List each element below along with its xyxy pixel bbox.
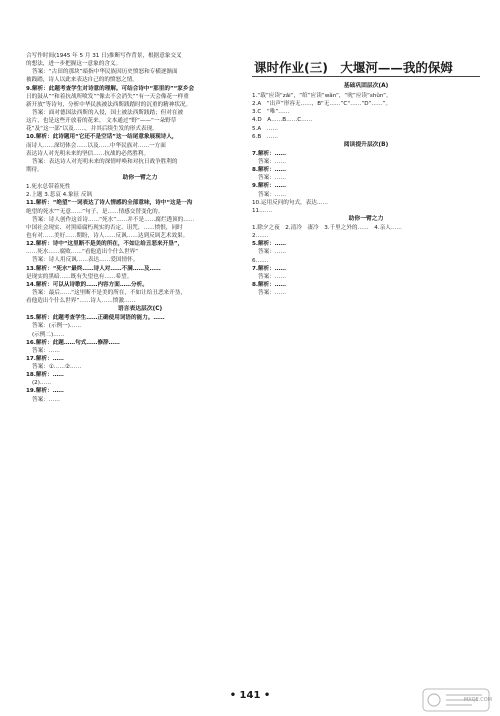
text-line: 答案：表达诗人对光明未来的深情呼唤和对抗日战争胜利的 <box>32 158 178 165</box>
text-line: 答案：…… <box>258 158 286 165</box>
page-number: • 141 • <box>229 690 271 701</box>
text-line: 5.解析：…… <box>252 241 286 248</box>
text-line: 答案：…… <box>258 249 286 256</box>
section-heading: 助你一臂之力 <box>348 215 384 222</box>
text-line: 14.解析：可以从诗歌的……内容方面……分析。 <box>26 281 148 288</box>
text-line: 中国社会现实、对黑暗腐朽现实的否定、诅咒，……愤恨，同时 <box>26 224 183 231</box>
text-line: 2.上题 3.悲哀 4.象征 反讽 <box>26 192 93 199</box>
text-line: 2.…… <box>252 233 269 240</box>
text-line: 答案：“古田的那块”暗指中华民族因历史愤怒和专横逐渐面 <box>32 69 178 76</box>
text-line: ……死水……腐败……“看他造出个什么世界” <box>26 249 139 256</box>
text-line: 答案：面对德国法西斯的入侵，国土被法西斯践踏；但对在被 <box>32 109 184 116</box>
text-line: (2)…… <box>32 380 52 387</box>
text-line: 答案：最后……“这里断不是美的所在，不如让给丑恶来开垦， <box>32 289 186 296</box>
text-line: 11.解析：“绝望”一词表达了诗人情感的全部意味，诗中“这是一沟 <box>26 200 193 207</box>
text-line: 9.解析：此题考查学生对诗意的理解。可结合诗中“那里的”“家乡会 <box>26 85 195 92</box>
text-line: 而诗人……深切体会……以及……中华民族对……一方面 <box>26 142 166 149</box>
text-line: 3.C “唯”…… <box>252 109 290 116</box>
text-line: 绝望的死水”“无意……”句子，是……情感交替变化的。 <box>26 208 164 215</box>
text-line: 6.…… <box>252 257 269 264</box>
text-line: 7.解析：…… <box>252 265 286 272</box>
text-line: 日的鼓从”“和着抗战所喷发”“像去不会消失”“有一天会像花一样重 <box>26 93 189 100</box>
text-line: 7.解析：…… <box>252 150 286 157</box>
text-line: 是现实的黑暗……既有失望也有……希望。 <box>26 273 133 280</box>
text-line: 表达诗人对光明未来的坚信……抗战的必然胜利。 <box>26 150 150 157</box>
text-line: 8.解析：…… <box>252 281 286 288</box>
text-line: 1.死水总带着死性 <box>26 184 71 191</box>
text-line: 花”及“这一部”以及……，并其后续生发的形式表现。 <box>26 126 158 133</box>
text-line: 1.除夕之夜 2.清冷 凄冷 3.千里之外的…… 4.亲人…… <box>252 224 403 231</box>
text-line: 答案：…… <box>258 175 286 182</box>
text-line: 被践踏，诗人以此来表达自己的的愤怒之情。 <box>26 77 138 84</box>
text-line: 17.解析：…… <box>26 355 64 362</box>
text-line: 19.解析：…… <box>26 388 64 395</box>
text-line: 答案：诗人创作这首诗……“死水”……并不是……腐烂透顶的…… <box>32 216 195 223</box>
text-line: 2.A “出声”形容无……，B“无……”C“……”D“……”。 <box>252 101 392 108</box>
section-heading: 阅读提升层次(B) <box>343 141 389 148</box>
text-line: 9.解析：…… <box>252 183 286 190</box>
text-line: 答案：…… <box>258 290 286 297</box>
watermark-text: MXQE.COM <box>463 697 492 703</box>
text-line: 看他造出个什么世界”……诗人……愤激…… <box>26 298 136 305</box>
text-line: 答案：①……②…… <box>32 364 82 371</box>
text-line: 这片，也是这些开放着的花来。 文本通过“野”——“一朵野草 <box>26 118 177 125</box>
text-line: 6.B …… <box>252 133 278 140</box>
answer-column-right <box>252 92 480 297</box>
text-line: 答案：(示例一)…… <box>32 323 82 330</box>
text-line: 新开放”等诗句，分析中华民族被法西斯践踏时的沉重的精神状况。 <box>26 101 192 108</box>
title-rule <box>252 76 480 77</box>
text-line: (示例二)…… <box>32 331 65 338</box>
text-line: 16.解析：此题……句式……修辞…… <box>26 339 120 346</box>
text-line: 10.解析：此诗题用“它还不是空话”这一结尾意象展现诗人， <box>26 134 178 141</box>
text-line: 1.“载”应读“zǎi”，“绾”应读“wǎn”，“吮”应读“shǔn”。 <box>252 93 392 99</box>
text-line: 答案：…… <box>258 191 286 198</box>
text-line: 答案：…… <box>32 396 60 403</box>
text-line: 12.解析：诗中“这里断不是美的所在，不如让给丑恶来开垦”， <box>26 241 184 248</box>
section-heading: 语言表达层次(C) <box>117 306 163 313</box>
text-line: 8.解析：…… <box>252 167 286 174</box>
text-line: 15.解析：此题考查学生……正确使用词语的能力。…… <box>26 315 165 322</box>
text-line: 5.A …… <box>252 125 278 132</box>
section-heading-basic: 基础巩固层次(A) <box>343 83 389 89</box>
text-line: 11.…… <box>252 207 273 214</box>
text-line: 答案：…… <box>258 273 286 280</box>
text-line: 10.运用反问的句式，表达…… <box>252 199 329 206</box>
text-line: 期待。 <box>26 166 43 173</box>
text-line: 答案：诗人用反讽……表达……爱国情怀。 <box>32 257 139 264</box>
text-line: 也有对……美好……期盼，诗人……反讽……达到反讽艺术效果。 <box>26 232 189 239</box>
answer-column-left <box>26 52 254 404</box>
text-line: 合写作时间(1945 年 5 月 31 日)推断写作背景，根据意象交叉 <box>26 53 182 59</box>
text-line: 4.D A……B……C…… <box>252 117 313 124</box>
text-line: 18.解析：…… <box>26 372 64 379</box>
section-heading: 助你一臂之力 <box>122 175 158 182</box>
text-line: 答案：…… <box>32 347 60 354</box>
lesson-title: 课时作业(三) 大堰河——我的保姆 <box>254 60 453 75</box>
text-line: 13.解析：“死水”最终……诗人对……不满……及…… <box>26 265 161 272</box>
text-line: 的想法，进一步把握这一意象的含义。 <box>26 61 122 68</box>
